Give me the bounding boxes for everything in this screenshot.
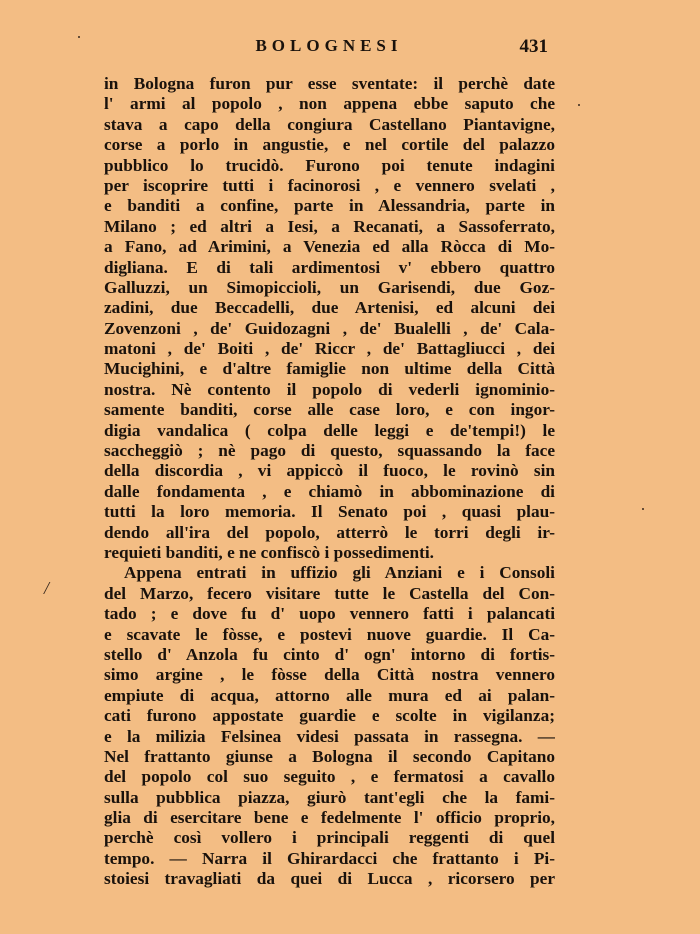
text-line: a Fano, ad Arimini, a Venezia ed alla Ròcca di Mo- — [104, 237, 555, 257]
text-line: Milano ; ed altri a Iesi, a Recanati, a Sassoferrato, — [104, 216, 555, 236]
text-line: glia di esercitare bene e fedelmente l' officio proprio, — [104, 808, 555, 828]
text-line: perchè così vollero i principali reggenti di quel — [104, 828, 555, 848]
text-line: in Bologna furon pur esse sventate: il perchè date — [104, 74, 555, 93]
text-line: stoiesi travagliati da quei di Lucca , ricorsero per — [104, 869, 555, 889]
text-line: e banditi a confine, parte in Alessandria, parte in — [104, 196, 555, 216]
page-header — [104, 36, 554, 60]
text-line: Zovenzoni , de' Guidozagni , de' Bualelli , de' Cala- — [104, 318, 555, 338]
text-line: corse a porlo in angustie, e nel cortile del palazzo — [104, 135, 555, 155]
text-line: cati furono appostate guardie e scolte in vigilanza; — [104, 706, 555, 726]
text-line: Mucighini, e d'altre famiglie non ultime della Città — [104, 359, 555, 379]
text-line: digliana. E di tali ardimentosi v' ebbero quattro — [104, 257, 555, 277]
text-line: sulla pubblica piazza, giurò tant'egli che la fami- — [104, 787, 555, 807]
text-line: del popolo col suo seguito , e fermatosi a cavallo — [104, 767, 555, 787]
text-line: Nel frattanto giunse a Bologna il secondo Capitano — [104, 746, 555, 766]
text-line: digia vandalica ( colpa delle leggi e de'tempi!) le — [104, 420, 555, 440]
text-line: pubblico lo trucidò. Furono poi tenute indagini — [104, 155, 555, 175]
speck — [578, 104, 580, 106]
paragraph-2 — [104, 563, 555, 889]
text-line: del Marzo, fecero visitare tutte le Castella del Con- — [104, 583, 555, 603]
text-line: l' armi al popolo , non appena ebbe saputo che — [104, 94, 555, 114]
text-line: stava a capo della congiura Castellano Piantavigne, — [104, 114, 555, 134]
text-line: della discordia , vi appiccò il fuoco, le rovinò sin — [104, 461, 555, 481]
text-line: tempo. — Narra il Ghirardacci che frattanto i Pi- — [104, 848, 555, 868]
text-line: zadini, due Beccadelli, due Artenisi, ed alcuni dei — [104, 298, 555, 318]
text-line: empiute di acqua, attorno alle mura ed ai palan- — [104, 685, 555, 705]
text-line: e la milizia Felsinea videsi passata in rassegna. — — [104, 726, 555, 746]
margin-pencil-mark: / — [44, 578, 50, 598]
running-head: BOLOGNESI — [255, 36, 403, 55]
text-line: tado ; e dove fu d' uopo vennero fatti i palancati — [104, 604, 555, 624]
text-line: tutti la loro memoria. Il Senato poi , quasi plau- — [104, 502, 555, 522]
text-line: dendo all'ira del popolo, atterrò le torri degli ir- — [104, 522, 555, 542]
text-line: saccheggiò ; nè pago di questo, squassando la face — [104, 441, 555, 461]
text-line: stello d' Anzola fu cinto d' ogn' intorno di fortis- — [104, 644, 555, 664]
text-line: e scavate le fòsse, e postevi nuove guardie. Il Ca- — [104, 624, 555, 644]
paragraph-1 — [104, 74, 555, 563]
text-line: samente banditi, corse alle case loro, e con ingor- — [104, 400, 555, 420]
text-line: dalle fondamenta , e chiamò in abbominazione di — [104, 481, 555, 501]
text-line: Appena entrati in uffizio gli Anziani e i Consoli — [124, 563, 555, 583]
text-line: simo argine , le fòsse della Città nostra vennero — [104, 665, 555, 685]
text-line: Galluzzi, un Simopiccioli, un Garisendi, due Goz- — [104, 277, 555, 297]
body-text — [104, 74, 555, 890]
text-line: per iscoprire tutti i facinorosi , e vennero svelati , — [104, 175, 555, 195]
text-line: nostra. Nè contento il popolo di vederli ignominio- — [104, 379, 555, 399]
speck — [78, 36, 80, 38]
text-line: requieti banditi, e ne confiscò i possedimenti. — [104, 542, 434, 562]
speck — [642, 508, 644, 510]
page-number: 431 — [519, 36, 548, 57]
text-line: matoni , de' Boiti , de' Riccr , de' Battagliucci , dei — [104, 339, 555, 359]
